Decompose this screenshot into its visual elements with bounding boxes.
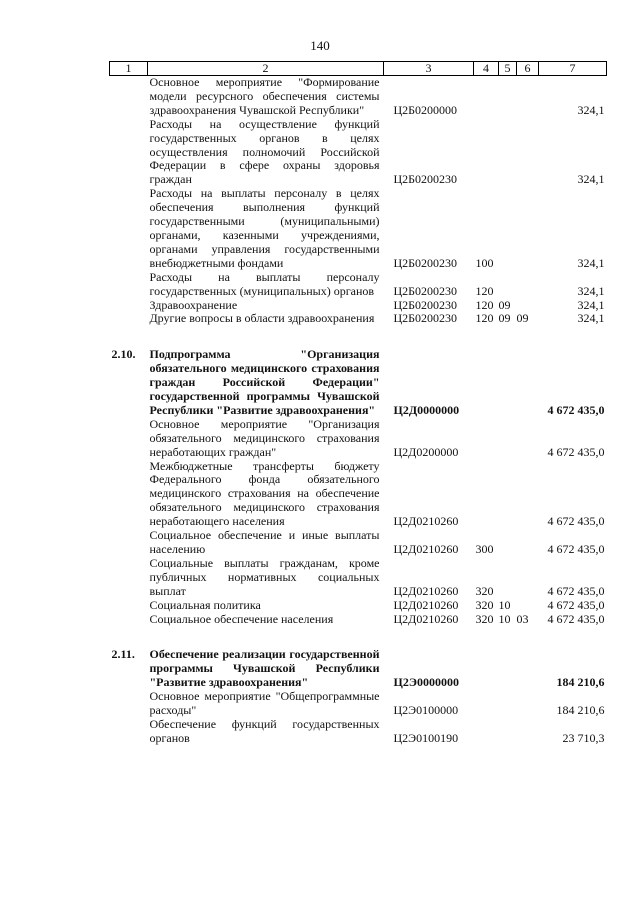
row-code: Ц2Д0210260 <box>393 514 459 529</box>
row-expense-type <box>474 460 499 530</box>
row-name: Основное мероприятие "Формирование модели ресурсного обеспечения системы здравоохранения Чувашской Республики" <box>149 75 380 117</box>
row-number: 2.10. <box>111 347 136 362</box>
row-code: Ц2Б0200230 <box>393 283 458 298</box>
row-section <box>499 348 517 418</box>
row-name: Социальное обеспечение населения <box>149 611 334 626</box>
row-section: 10 <box>498 611 511 626</box>
row-subsection <box>517 187 539 270</box>
row-subsection: 09 <box>516 311 529 326</box>
header-col-1: 1 <box>110 62 148 76</box>
header-col-3: 3 <box>384 62 474 76</box>
row-number <box>110 76 148 118</box>
row-name: Расходы на выплаты персоналу в целях обеспечения выполнения функций государственными (муниципальными) органами, казенными учреждениями, органами управления государственными внебюджетными фондами <box>149 186 380 270</box>
row-subsection <box>517 299 539 313</box>
row-name: Межбюджетные трансферты бюджету Федерального фонда обязательного медицинского страхования на обеспечение обязательного медицинского страхования неработающего населения <box>149 458 380 529</box>
header-col-7: 7 <box>539 62 607 76</box>
table-row <box>110 312 607 326</box>
row-name: Подпрограмма "Организация обязательного медицинского страхования граждан Российской Федерации" государственной программы Чувашской Республики "Развитие здравоохранения" <box>149 347 380 417</box>
table-row <box>110 348 607 418</box>
row-name: Социальная политика <box>149 597 261 612</box>
header-col-4: 4 <box>474 62 499 76</box>
spacer-cell <box>110 626 607 648</box>
row-code: Ц2Э0100000 <box>393 703 459 718</box>
table-row <box>110 718 607 746</box>
row-section <box>499 418 517 460</box>
table-row <box>110 557 607 599</box>
page-number: 140 <box>310 38 330 53</box>
row-expense-type: 120 <box>475 311 494 326</box>
table-row <box>110 187 607 270</box>
header-col-6: 6 <box>517 62 539 76</box>
row-number <box>110 529 148 557</box>
row-code: Ц2Б0200230 <box>393 172 458 187</box>
row-section <box>499 648 517 690</box>
row-name: Обеспечение реализации государственной программы Чувашской Республики "Развитие здравоохранения" <box>149 647 380 690</box>
row-expense-type <box>474 418 499 460</box>
row-subsection: 03 <box>516 611 529 626</box>
row-expense-type: 320 <box>475 597 494 612</box>
table-row <box>110 76 607 118</box>
row-subsection <box>517 76 539 118</box>
table-row <box>110 690 607 718</box>
row-section <box>499 271 517 299</box>
row-amount: 4 672 435,0 <box>547 514 605 529</box>
row-number <box>110 599 148 613</box>
row-amount: 184 210,6 <box>556 675 605 690</box>
row-expense-type <box>474 348 499 418</box>
table-row <box>110 299 607 313</box>
table-row <box>110 529 607 557</box>
row-name: Основное мероприятие "Организация обязательного медицинского страхования неработающих граждан" <box>149 416 380 459</box>
row-code: Ц2Б0200230 <box>393 297 458 312</box>
header-col-5: 5 <box>499 62 517 76</box>
table-row <box>110 118 607 188</box>
table-row <box>110 460 607 530</box>
row-section: 09 <box>498 311 511 326</box>
row-number <box>110 690 148 718</box>
row-amount: 4 672 435,0 <box>547 597 605 612</box>
row-code: Ц2Д0210260 <box>393 583 459 598</box>
budget-table <box>109 61 607 746</box>
row-amount: 324,1 <box>577 172 605 187</box>
row-amount: 4 672 435,0 <box>547 542 605 556</box>
row-expense-type <box>474 118 499 188</box>
row-code: Ц2Д0000000 <box>393 402 460 417</box>
row-amount: 324,1 <box>577 255 605 270</box>
row-expense-type <box>474 718 499 746</box>
table-header-row <box>110 62 607 76</box>
row-number <box>110 187 148 270</box>
row-section <box>499 460 517 530</box>
row-amount: 324,1 <box>577 102 605 117</box>
row-subsection <box>517 599 539 613</box>
row-subsection <box>517 529 539 557</box>
spacer-row <box>110 326 607 348</box>
row-amount: 4 672 435,0 <box>547 583 605 598</box>
row-expense-type: 100 <box>475 255 494 270</box>
row-number <box>110 613 148 627</box>
row-name: Социальные выплаты гражданам, кроме публичных нормативных социальных выплат <box>149 555 380 598</box>
table-row <box>110 599 607 613</box>
row-number <box>110 557 148 599</box>
row-amount: 324,1 <box>577 297 605 312</box>
row-subsection <box>517 648 539 690</box>
table-row <box>110 271 607 299</box>
row-amount: 324,1 <box>577 311 605 326</box>
row-section: 10 <box>498 597 511 612</box>
row-number <box>110 718 148 746</box>
row-section <box>499 529 517 557</box>
row-subsection <box>517 460 539 530</box>
row-expense-type <box>474 648 499 690</box>
row-number <box>110 299 148 313</box>
row-code: Ц2Д0210260 <box>393 611 459 626</box>
row-amount: 4 672 435,0 <box>547 611 605 626</box>
row-code: Ц2Б0200230 <box>393 255 458 270</box>
row-amount: 23 710,3 <box>562 730 605 745</box>
row-code: Ц2Б0200000 <box>393 102 458 117</box>
row-name: Расходы на выплаты персоналу государственных (муниципальных) органов <box>149 269 380 298</box>
row-subsection <box>517 271 539 299</box>
row-subsection <box>517 348 539 418</box>
row-expense-type: 120 <box>475 283 494 298</box>
row-code: Ц2Д0210260 <box>393 597 459 612</box>
table-row <box>110 648 607 690</box>
row-amount: 184 210,6 <box>556 703 605 718</box>
row-amount: 4 672 435,0 <box>547 444 605 459</box>
row-number <box>110 118 148 188</box>
spacer-cell <box>110 326 607 348</box>
row-code: Ц2Д0200000 <box>393 444 459 459</box>
row-name: Социальное обеспечение и иные выплаты населению <box>149 528 380 556</box>
row-subsection <box>517 557 539 599</box>
row-code: Ц2Э0000000 <box>393 675 459 690</box>
row-name: Обеспечение функций государственных органов <box>149 716 380 745</box>
row-number <box>110 418 148 460</box>
row-amount: 324,1 <box>577 283 605 298</box>
row-section: 09 <box>498 297 511 312</box>
row-section <box>499 118 517 188</box>
row-number: 2.11. <box>111 647 135 662</box>
table-row <box>110 418 607 460</box>
row-name: Основное мероприятие "Общепрограммные расходы" <box>149 689 380 718</box>
row-expense-type: 120 <box>475 297 494 312</box>
row-number <box>110 271 148 299</box>
row-expense-type: 320 <box>475 611 494 626</box>
row-expense-type <box>474 690 499 718</box>
row-subsection <box>517 718 539 746</box>
row-code: Ц2Э0100190 <box>393 730 459 745</box>
spacer-row <box>110 626 607 648</box>
row-section <box>499 187 517 270</box>
row-code: Ц2Д0210260 <box>393 542 459 556</box>
row-section <box>499 76 517 118</box>
row-code: Ц2Б0200230 <box>393 311 458 326</box>
row-name: Расходы на осуществление функций государственных органов в целях осуществления полномочий Российской Федерации в сфере охраны здоровья граждан <box>149 116 380 187</box>
row-expense-type <box>474 76 499 118</box>
table-body <box>110 76 607 746</box>
row-subsection <box>517 118 539 188</box>
row-section <box>499 557 517 599</box>
row-name: Здравоохранение <box>149 297 238 312</box>
row-subsection <box>517 418 539 460</box>
row-expense-type: 300 <box>475 542 494 556</box>
row-amount: 4 672 435,0 <box>547 402 605 417</box>
row-section <box>499 718 517 746</box>
row-name: Другие вопросы в области здравоохранения <box>149 311 375 326</box>
row-expense-type: 320 <box>475 583 494 598</box>
row-subsection <box>517 690 539 718</box>
row-number <box>110 312 148 326</box>
row-number <box>110 460 148 530</box>
table-row <box>110 613 607 627</box>
header-col-2: 2 <box>148 62 384 76</box>
row-section <box>499 690 517 718</box>
